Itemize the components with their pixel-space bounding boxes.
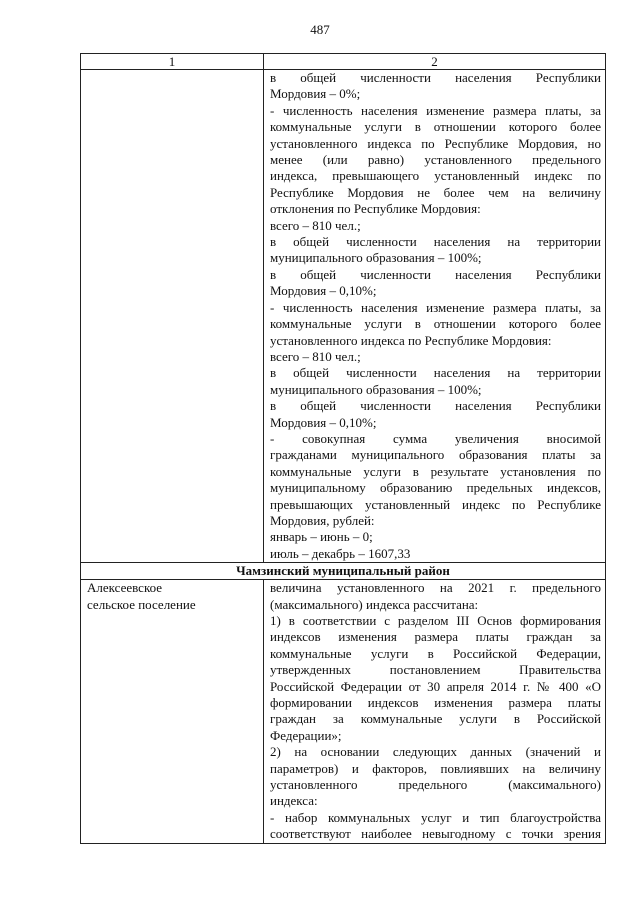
text-line: муниципального образования – 100%;: [270, 250, 482, 266]
row2-col2-text: [264, 580, 606, 844]
text-line: в общей численности населения на территории: [270, 365, 601, 381]
text-line: 1) в соответствии с разделом III Основ формирования: [270, 613, 601, 628]
text-line: коммунальные услуги в результате установления по: [270, 463, 601, 479]
text-line: превышающих установленный индекс по Республике: [270, 496, 601, 512]
text-line: (максимального) индекса рассчитана:: [270, 596, 479, 612]
index-table: [80, 53, 606, 844]
text-line: Мордовия, рублей:: [270, 512, 375, 528]
table-row-settlement: [81, 580, 606, 844]
table-row-continued: [81, 70, 606, 563]
text-line: утвержденных постановлением Правительства: [270, 662, 601, 678]
text-line: в общей численности населения Республики: [270, 398, 601, 414]
text-line: - численность населения изменение размера платы, за: [270, 299, 601, 315]
settlement-name-line: сельское поселение: [87, 596, 196, 612]
text-line: Мордовия – 0%;: [270, 86, 361, 102]
text-line: в общей численности населения Республики: [270, 266, 601, 282]
text-line: коммунальные услуги в отношении которого более: [270, 119, 601, 135]
district-title: Чамзинский муниципальный район: [81, 563, 606, 580]
settlement-name-line: Алексеевское: [87, 580, 163, 596]
text-line: величина установленного на 2021 г. предельного: [270, 580, 601, 596]
text-line: коммунальные услуги в Российской Федерации,: [270, 645, 601, 661]
text-line: индекса, превышающего установленный индекс по: [270, 168, 601, 184]
text-line: менее (или равно) установленного предельного: [270, 152, 601, 168]
district-row: [81, 563, 606, 580]
text-line: Республике Мордовия не более чем на величину: [270, 184, 601, 200]
column-header-2: 2: [264, 54, 606, 70]
text-line: - набор коммунальных услуг и тип благоустройства: [270, 809, 601, 825]
page-number: 487: [310, 22, 330, 37]
text-line: установленного предельного (максимального): [270, 777, 601, 793]
text-line: отклонения по Республике Мордовия:: [270, 201, 481, 217]
column-header-1: 1: [81, 54, 264, 70]
text-line: всего – 810 чел.;: [270, 217, 361, 233]
text-line: в общей численности населения Республики: [270, 70, 601, 85]
text-line: - совокупная сумма увеличения вносимой: [270, 430, 601, 446]
settlement-name-cell: [81, 580, 264, 844]
table-header-row: [81, 54, 606, 70]
text-line: январь – июнь – 0;: [270, 529, 373, 545]
text-line: коммунальные услуги в отношении которого более: [270, 316, 601, 332]
text-line: муниципальному образованию предельных индексов,: [270, 480, 601, 496]
row1-col2-text: [264, 70, 606, 563]
text-line: гражданами муниципального образования платы за: [270, 447, 601, 463]
text-line: Российской Федерации от 30 апреля 2014 г. № 400 «О: [270, 678, 601, 694]
text-line: Мордовия – 0,10%;: [270, 414, 377, 430]
text-line: индекса:: [270, 793, 318, 809]
text-line: 2) на основании следующих данных (значений и: [270, 744, 601, 760]
row1-col1-empty: [81, 70, 264, 563]
text-line: индексов изменения размера платы граждан за: [270, 629, 601, 645]
text-line: июль – декабрь – 1607,33: [270, 545, 411, 561]
text-line: всего – 810 чел.;: [270, 348, 361, 364]
text-line: Федерации»;: [270, 727, 342, 743]
text-line: - численность населения изменение размера платы, за: [270, 102, 601, 118]
text-line: установленного индекса по Республике Мордовия:: [270, 332, 552, 348]
text-line: параметров) и факторов, повлиявших на величину: [270, 760, 601, 776]
text-line: Мордовия – 0,10%;: [270, 283, 377, 299]
text-line: муниципального образования – 100%;: [270, 381, 482, 397]
text-line: в общей численности населения на территории: [270, 234, 601, 250]
text-line: соответствуют наиболее невыгодному с точки зрения: [270, 826, 601, 842]
text-line: граждан за коммунальные услуги в Российской: [270, 711, 601, 727]
text-line: формировании индексов изменения размера платы: [270, 695, 601, 711]
text-line: установленного индекса по Республике Мордовия, но: [270, 135, 601, 151]
